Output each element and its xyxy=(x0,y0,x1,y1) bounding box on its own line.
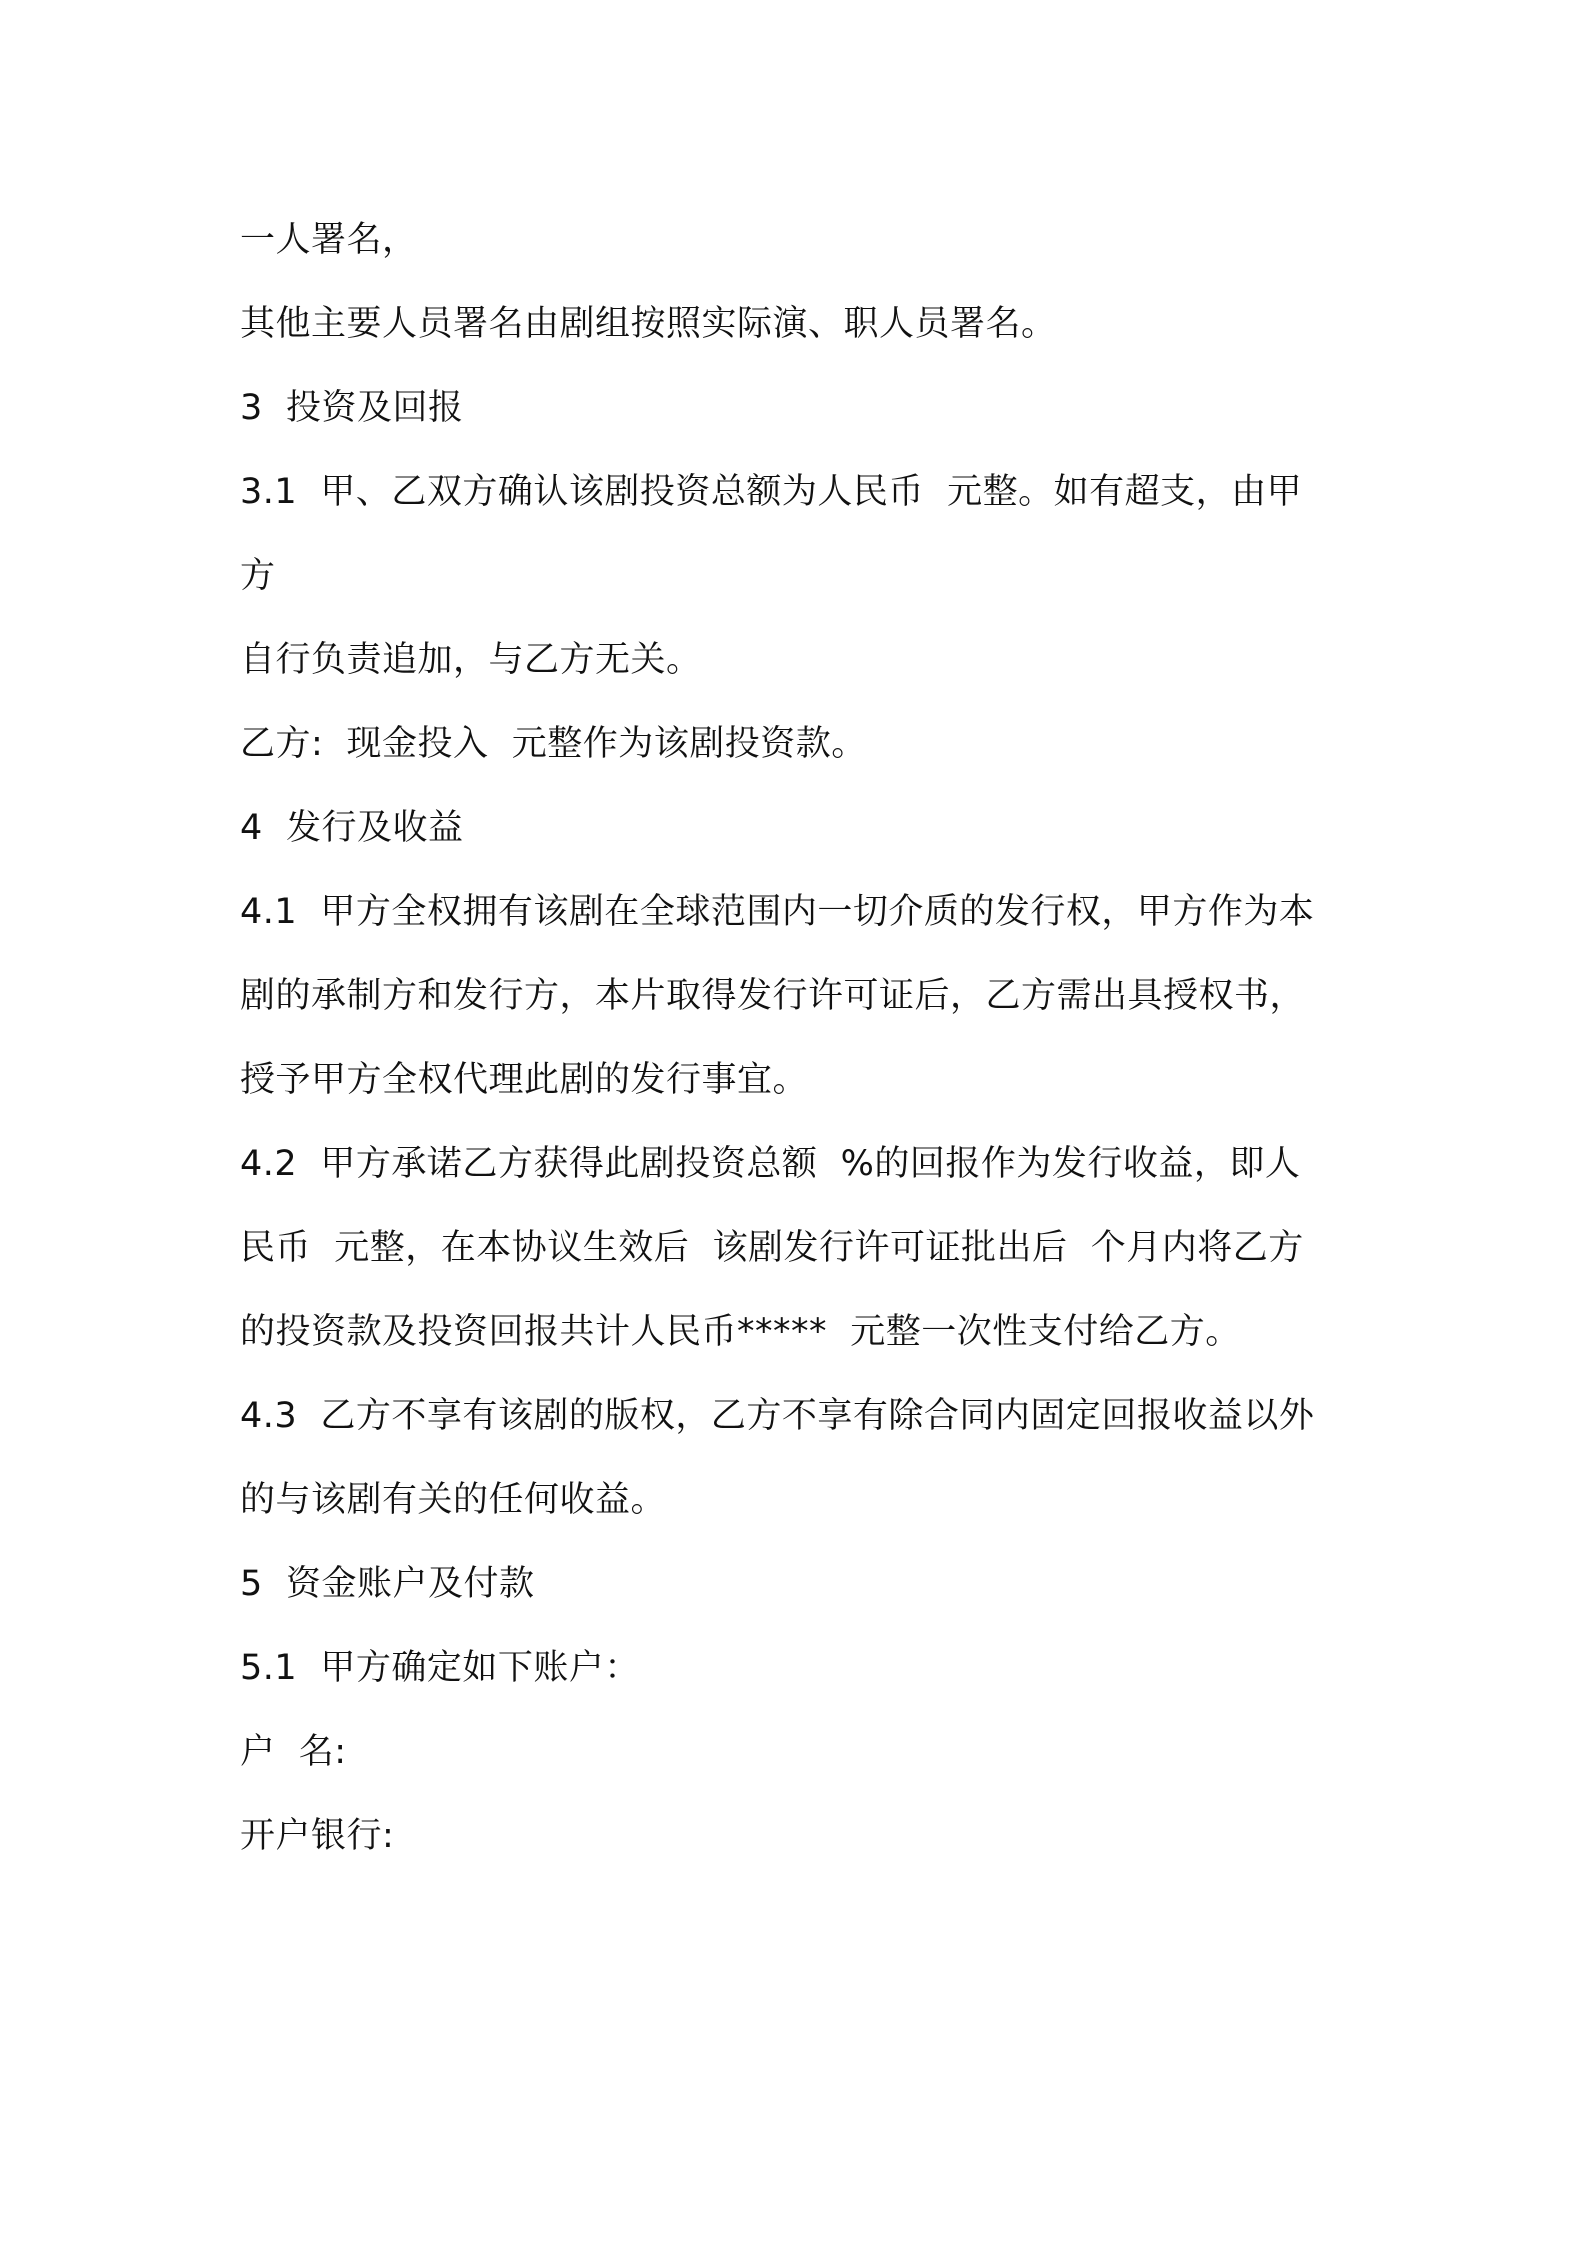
text-line: 授予甲方全权代理此剧的发行事宜。 xyxy=(240,1060,809,1100)
bank-label: 开户银行: xyxy=(240,1816,395,1856)
text-line: 的与该剧有关的任何收益。 xyxy=(240,1480,667,1520)
text-line: 方 xyxy=(240,556,276,596)
section-heading: 4 发行及收益 xyxy=(240,808,464,848)
text-line: 剧的承制方和发行方，本片取得发行许可证后，乙方需出具授权书， xyxy=(240,976,1306,1016)
text-line: 乙方: 现金投入 元整作为该剧投资款。 xyxy=(240,724,867,764)
clause-4-3: 4.3 乙方不享有该剧的版权，乙方不享有除合同内固定回报收益以外 xyxy=(240,1396,1315,1436)
clause-5-1: 5.1 甲方确定如下账户： xyxy=(240,1648,640,1688)
text-line: 其他主要人员署名由剧组按照实际演、职人员署名。 xyxy=(240,304,1057,344)
clause-4-1: 4.1 甲方全权拥有该剧在全球范围内一切介质的发行权，甲方作为本 xyxy=(240,892,1315,932)
clause-4-2: 4.2 甲方承诺乙方获得此剧投资总额 %的回报作为发行收益，即人 xyxy=(240,1144,1301,1184)
clause-3-1: 3.1 甲、乙双方确认该剧投资总额为人民币 元整。如有超支，由甲 xyxy=(240,472,1303,512)
account-name-label: 户 名: xyxy=(240,1732,347,1772)
text-line: 的投资款及投资回报共计人民币***** 元整一次性支付给乙方。 xyxy=(240,1312,1241,1352)
text-line: 民币 元整，在本协议生效后 该剧发行许可证批出后 个月内将乙方 xyxy=(240,1228,1304,1268)
text-line: 自行负责追加，与乙方无关。 xyxy=(240,640,702,680)
section-heading: 5 资金账户及付款 xyxy=(240,1564,535,1604)
section-heading: 3 投资及回报 xyxy=(240,388,464,428)
text-line: 一人署名， xyxy=(240,220,418,260)
document-body xyxy=(240,198,1370,1878)
